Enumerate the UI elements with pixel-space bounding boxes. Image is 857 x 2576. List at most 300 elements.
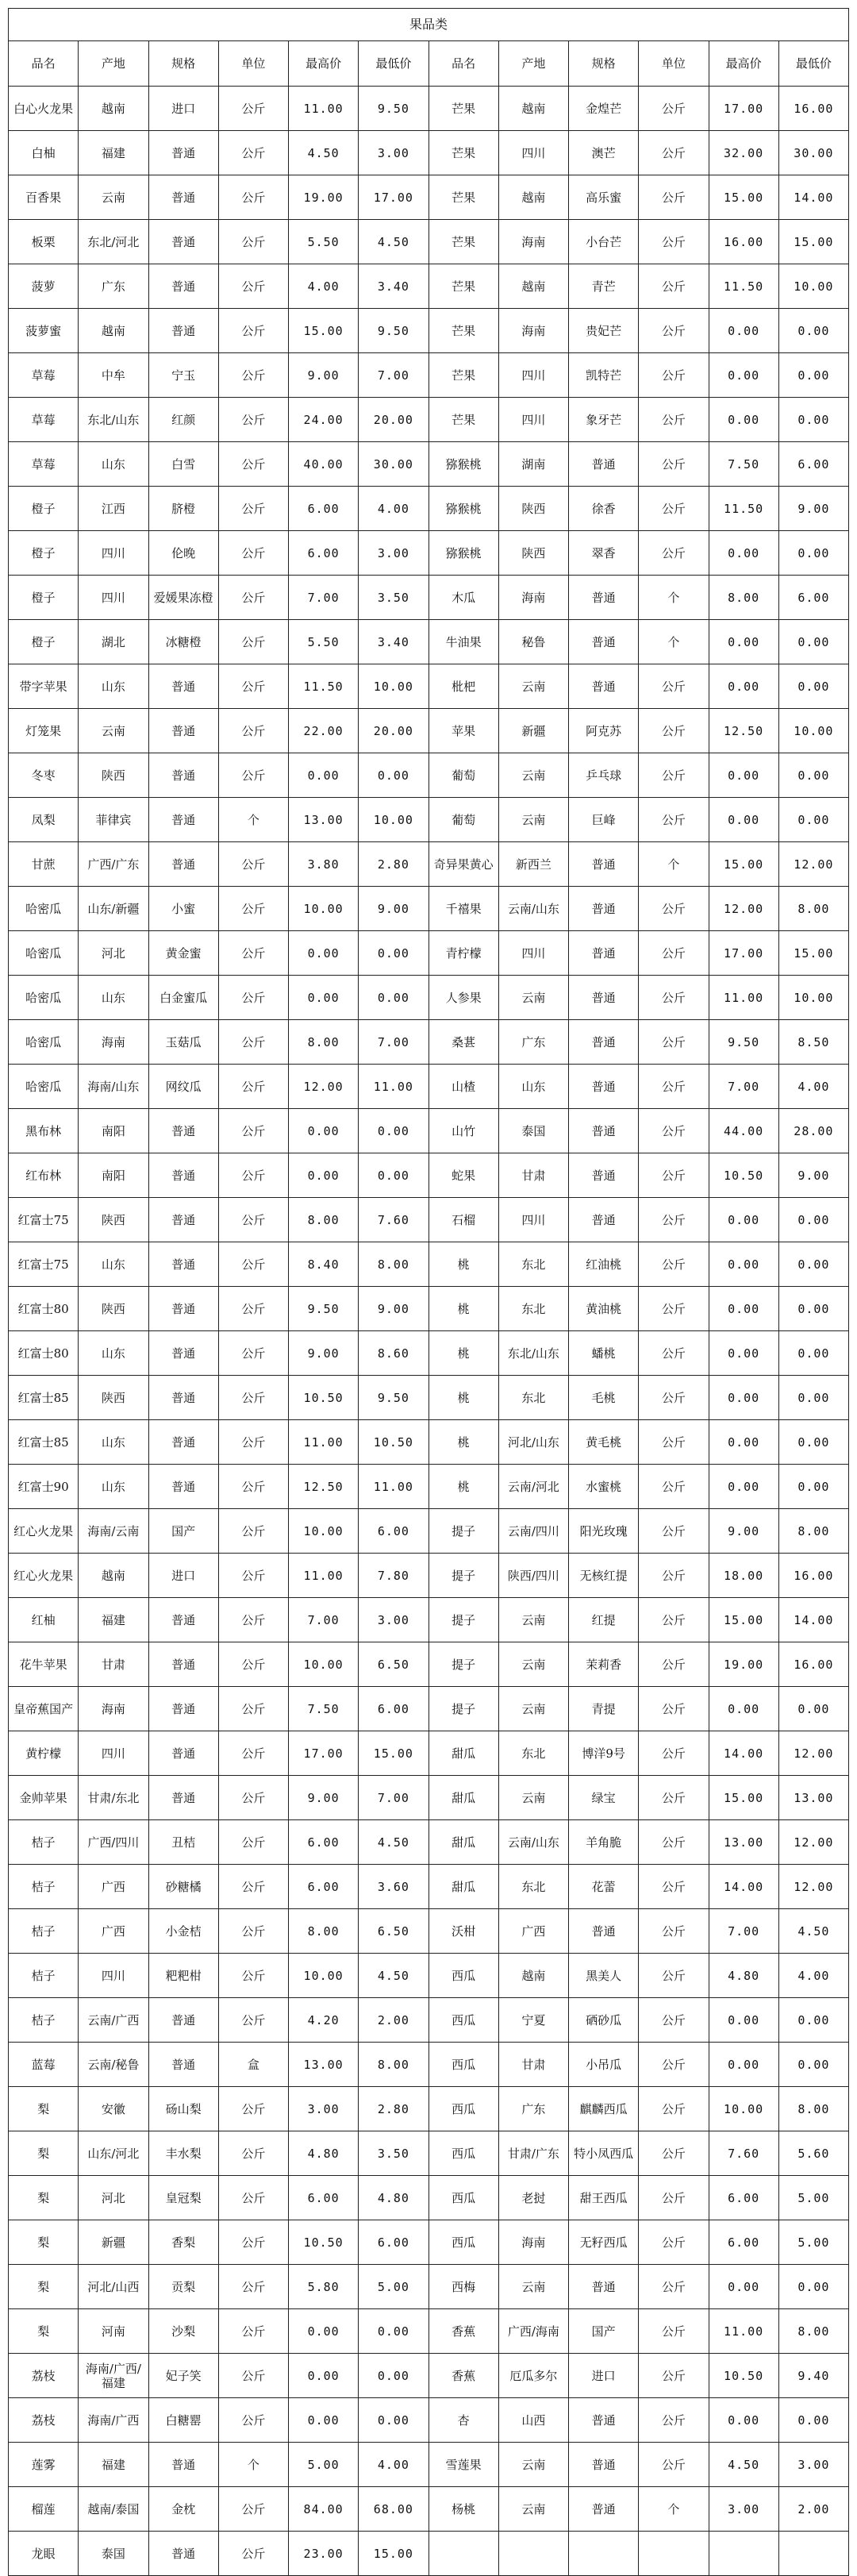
table-row: [9, 1820, 849, 1865]
cell-origin: 四川: [498, 131, 568, 175]
cell-spec: 普通: [569, 2265, 639, 2309]
cell-min-price: 5.00: [778, 2220, 848, 2265]
cell-min-price: 3.00: [359, 131, 428, 175]
table-row: [9, 131, 849, 175]
cell-name: 梨: [9, 2220, 79, 2265]
table-body: [9, 41, 849, 2576]
cell-unit: 公斤: [218, 1331, 288, 1376]
cell-max-price: 10.50: [289, 1376, 359, 1420]
cell-max-price: 3.00: [289, 2087, 359, 2131]
cell-name: 提子: [428, 1554, 498, 1598]
cell-origin: 山东: [79, 442, 148, 487]
cell-name: 苹果: [428, 709, 498, 753]
cell-origin: 云南/山东: [498, 1820, 568, 1865]
cell-origin: 安徽: [79, 2087, 148, 2131]
cell-unit: 公斤: [639, 531, 709, 576]
cell-min-price: 6.50: [359, 1642, 428, 1687]
cell-min-price: 15.00: [778, 931, 848, 976]
cell-max-price: 0.00: [709, 2398, 778, 2443]
cell-max-price: 5.50: [289, 220, 359, 264]
table-row: [9, 1954, 849, 1998]
cell-min-price: 0.00: [359, 931, 428, 976]
cell-origin: 云南/秘鲁: [79, 2043, 148, 2087]
cell-unit: 公斤: [218, 1242, 288, 1287]
cell-origin: 海南: [79, 1687, 148, 1731]
cell-name: 冬枣: [9, 753, 79, 798]
cell-spec: 青提: [569, 1687, 639, 1731]
cell-max-price: 9.50: [709, 1020, 778, 1065]
cell-spec: 普通: [569, 620, 639, 664]
cell-min-price: 0.00: [778, 664, 848, 709]
cell-min-price: 14.00: [778, 1598, 848, 1642]
cell-unit: 公斤: [639, 1731, 709, 1776]
cell-max-price: 44.00: [709, 1109, 778, 1153]
cell-origin: 四川: [79, 531, 148, 576]
cell-spec: 普通: [148, 175, 218, 220]
cell-unit: 公斤: [218, 1109, 288, 1153]
cell-unit: 公斤: [639, 353, 709, 398]
cell-spec: 普通: [148, 1642, 218, 1687]
cell-max-price: 0.00: [709, 1998, 778, 2043]
col-header-origin-2: 产地: [498, 41, 568, 87]
cell-max-price: 12.00: [709, 887, 778, 931]
cell-origin: 南阳: [79, 1153, 148, 1198]
cell-name: 桃: [428, 1465, 498, 1509]
cell-max-price: 11.50: [709, 487, 778, 531]
cell-origin: 越南: [79, 309, 148, 353]
cell-spec: 白金蜜瓜: [148, 976, 218, 1020]
cell-min-price: 6.50: [359, 1909, 428, 1954]
cell-min-price: 3.00: [359, 1598, 428, 1642]
cell-min-price: 30.00: [359, 442, 428, 487]
cell-spec: 国产: [569, 2309, 639, 2354]
cell-spec: 茉莉香: [569, 1642, 639, 1687]
cell-unit: 公斤: [639, 1820, 709, 1865]
cell-unit: 公斤: [218, 1153, 288, 1198]
cell-name: 木瓜: [428, 576, 498, 620]
cell-min-price: 0.00: [778, 2265, 848, 2309]
cell-name: 红富士85: [9, 1376, 79, 1420]
cell-max-price: 12.50: [709, 709, 778, 753]
cell-min-price: 3.50: [359, 576, 428, 620]
cell-name: 哈密瓜: [9, 1020, 79, 1065]
cell-max-price: 15.00: [709, 1776, 778, 1820]
cell-spec: 宁玉: [148, 353, 218, 398]
cell-name: 红富士80: [9, 1287, 79, 1331]
cell-min-price: 0.00: [359, 2354, 428, 2398]
cell-min-price: 3.40: [359, 620, 428, 664]
cell-max-price: 0.00: [289, 2309, 359, 2354]
cell-min-price: 6.00: [778, 442, 848, 487]
cell-max-price: 9.00: [289, 1331, 359, 1376]
table-row: [9, 442, 849, 487]
cell-max-price: 8.00: [289, 1909, 359, 1954]
cell-max-price: 15.00: [289, 309, 359, 353]
cell-name: 梨: [9, 2265, 79, 2309]
table-row: [9, 2087, 849, 2131]
cell-spec: 麒麟西瓜: [569, 2087, 639, 2131]
cell-max-price: 0.00: [709, 353, 778, 398]
cell-spec: 甜王西瓜: [569, 2176, 639, 2220]
cell-unit: 公斤: [218, 709, 288, 753]
cell-spec: 普通: [148, 2532, 218, 2576]
cell-name: 芒果: [428, 264, 498, 309]
cell-spec: 花蕾: [569, 1865, 639, 1909]
cell-min-price: 4.50: [359, 1820, 428, 1865]
cell-max-price: 32.00: [709, 131, 778, 175]
cell-origin: 江西: [79, 487, 148, 531]
cell-name: 红富士80: [9, 1331, 79, 1376]
cell-max-price: 0.00: [709, 1687, 778, 1731]
cell-max-price: 0.00: [289, 976, 359, 1020]
cell-max-price: 17.00: [289, 1731, 359, 1776]
cell-min-price: 9.00: [359, 1287, 428, 1331]
cell-origin: 越南: [498, 87, 568, 131]
table-row: [9, 1598, 849, 1642]
cell-origin: 河北: [79, 2176, 148, 2220]
cell-name: 甜瓜: [428, 1776, 498, 1820]
cell-min-price: 8.60: [359, 1331, 428, 1376]
cell-max-price: 13.00: [289, 798, 359, 842]
table-row: [9, 798, 849, 842]
cell-unit: 公斤: [639, 1465, 709, 1509]
cell-origin: 海南/云南: [79, 1509, 148, 1554]
cell-max-price: 14.00: [709, 1865, 778, 1909]
cell-unit: 公斤: [218, 1820, 288, 1865]
table-row: [9, 487, 849, 531]
table-row: [9, 1420, 849, 1465]
cell-min-price: 2.80: [359, 2087, 428, 2131]
cell-unit: 公斤: [639, 2087, 709, 2131]
cell-spec: 普通: [148, 1376, 218, 1420]
cell-unit: 公斤: [639, 1198, 709, 1242]
cell-min-price: 0.00: [778, 1687, 848, 1731]
cell-origin: 云南: [498, 976, 568, 1020]
cell-min-price: 10.00: [359, 664, 428, 709]
cell-max-price: 11.50: [709, 264, 778, 309]
cell-name: 西瓜: [428, 2220, 498, 2265]
cell-min-price: 15.00: [359, 1731, 428, 1776]
cell-name: 红富士85: [9, 1420, 79, 1465]
cell-origin: 福建: [79, 1598, 148, 1642]
cell-origin: 广西: [498, 1909, 568, 1954]
cell-name: 山楂: [428, 1065, 498, 1109]
table-row: [9, 1109, 849, 1153]
cell-origin: 广东: [498, 1020, 568, 1065]
cell-min-price: 3.60: [359, 1865, 428, 1909]
cell-min-price: 0.00: [778, 620, 848, 664]
cell-spec: 普通: [569, 1109, 639, 1153]
cell-min-price: 8.00: [778, 1509, 848, 1554]
cell-unit: 公斤: [639, 664, 709, 709]
cell-spec: 普通: [569, 842, 639, 887]
cell-spec: 黑美人: [569, 1954, 639, 1998]
cell-max-price: 11.00: [709, 2309, 778, 2354]
cell-max-price: 0.00: [709, 664, 778, 709]
cell-origin: 东北: [498, 1376, 568, 1420]
cell-unit: 公斤: [218, 487, 288, 531]
cell-max-price: 6.00: [289, 531, 359, 576]
cell-name: 红富士75: [9, 1242, 79, 1287]
cell-min-price: 9.00: [778, 1153, 848, 1198]
cell-spec: 玉菇瓜: [148, 1020, 218, 1065]
cell-unit: 公斤: [639, 487, 709, 531]
cell-origin: 山东: [79, 1331, 148, 1376]
cell-min-price: 0.00: [359, 2309, 428, 2354]
cell-spec: 丰水梨: [148, 2131, 218, 2176]
cell-unit: 公斤: [639, 2398, 709, 2443]
cell-spec: 高乐蜜: [569, 175, 639, 220]
cell-origin: 四川: [498, 931, 568, 976]
cell-unit: 公斤: [639, 1687, 709, 1731]
cell-spec: 黄毛桃: [569, 1420, 639, 1465]
cell-max-price: 6.00: [709, 2176, 778, 2220]
table-row: [9, 2532, 849, 2576]
cell-unit: 公斤: [218, 353, 288, 398]
cell-unit: 公斤: [639, 442, 709, 487]
cell-name: 石榴: [428, 1198, 498, 1242]
cell-spec: 普通: [148, 1198, 218, 1242]
cell-min-price: 20.00: [359, 709, 428, 753]
table-row: [9, 576, 849, 620]
cell-spec: 普通: [569, 931, 639, 976]
table-row: [9, 309, 849, 353]
cell-name: 西瓜: [428, 2176, 498, 2220]
cell-name: 牛油果: [428, 620, 498, 664]
cell-unit: [639, 2532, 709, 2576]
cell-unit: 公斤: [218, 309, 288, 353]
cell-name: 菠萝蜜: [9, 309, 79, 353]
cell-min-price: 16.00: [778, 1642, 848, 1687]
cell-origin: 海南: [79, 1020, 148, 1065]
cell-name: 草莓: [9, 398, 79, 442]
cell-min-price: 28.00: [778, 1109, 848, 1153]
cell-unit: 公斤: [218, 1465, 288, 1509]
cell-unit: 公斤: [218, 264, 288, 309]
cell-spec: 青芒: [569, 264, 639, 309]
cell-min-price: 0.00: [778, 1198, 848, 1242]
cell-unit: 公斤: [639, 1998, 709, 2043]
cell-origin: 广东: [79, 264, 148, 309]
table-row: [9, 2487, 849, 2532]
cell-unit: 个: [218, 798, 288, 842]
cell-origin: 山东: [498, 1065, 568, 1109]
cell-min-price: 8.00: [778, 2309, 848, 2354]
cell-spec: 普通: [569, 442, 639, 487]
cell-origin: 东北: [498, 1731, 568, 1776]
cell-max-price: 0.00: [709, 1331, 778, 1376]
cell-spec: 砀山梨: [148, 2087, 218, 2131]
cell-name: 青柠檬: [428, 931, 498, 976]
cell-name: 蛇果: [428, 1153, 498, 1198]
cell-spec: 普通: [148, 1287, 218, 1331]
cell-name: 提子: [428, 1509, 498, 1554]
cell-max-price: 7.00: [289, 576, 359, 620]
cell-unit: 公斤: [639, 1420, 709, 1465]
cell-max-price: 6.00: [709, 2220, 778, 2265]
cell-unit: 公斤: [639, 1554, 709, 1598]
cell-spec: 羊角脆: [569, 1820, 639, 1865]
cell-spec: 普通: [569, 887, 639, 931]
cell-max-price: 0.00: [709, 1465, 778, 1509]
cell-name: 山竹: [428, 1109, 498, 1153]
cell-origin: 四川: [498, 353, 568, 398]
cell-min-price: 4.80: [359, 2176, 428, 2220]
cell-spec: 普通: [569, 1020, 639, 1065]
cell-origin: 新疆: [79, 2220, 148, 2265]
cell-unit: 公斤: [218, 1065, 288, 1109]
cell-max-price: 4.80: [709, 1954, 778, 1998]
cell-unit: 公斤: [639, 2354, 709, 2398]
cell-unit: 公斤: [639, 798, 709, 842]
cell-max-price: 10.00: [289, 887, 359, 931]
table-row: [9, 220, 849, 264]
cell-spec: 巨峰: [569, 798, 639, 842]
cell-name: 黄柠檬: [9, 1731, 79, 1776]
cell-unit: 公斤: [639, 1642, 709, 1687]
cell-name: 桔子: [9, 1865, 79, 1909]
cell-origin: 海南: [498, 309, 568, 353]
table-row: [9, 264, 849, 309]
cell-min-price: 0.00: [778, 753, 848, 798]
cell-min-price: 8.00: [359, 1242, 428, 1287]
cell-spec: 乒乓球: [569, 753, 639, 798]
table-row: [9, 887, 849, 931]
cell-max-price: 4.20: [289, 1998, 359, 2043]
cell-min-price: 0.00: [778, 1287, 848, 1331]
cell-origin: 四川: [79, 1954, 148, 1998]
cell-name: 花牛苹果: [9, 1642, 79, 1687]
table-row: [9, 87, 849, 131]
cell-min-price: 7.60: [359, 1198, 428, 1242]
cell-min-price: 0.00: [359, 1109, 428, 1153]
cell-origin: 东北: [498, 1287, 568, 1331]
col-header-unit: 单位: [218, 41, 288, 87]
cell-name: 凤梨: [9, 798, 79, 842]
table-row: [9, 398, 849, 442]
cell-name: 白柚: [9, 131, 79, 175]
cell-origin: 厄瓜多尔: [498, 2354, 568, 2398]
cell-max-price: 0.00: [709, 1287, 778, 1331]
cell-max-price: 10.50: [709, 1153, 778, 1198]
cell-spec: 小金桔: [148, 1909, 218, 1954]
cell-min-price: 15.00: [778, 220, 848, 264]
cell-name: 桃: [428, 1242, 498, 1287]
cell-unit: 公斤: [639, 1776, 709, 1820]
cell-max-price: 9.00: [709, 1509, 778, 1554]
cell-name: 杏: [428, 2398, 498, 2443]
cell-spec: 蟠桃: [569, 1331, 639, 1376]
cell-min-price: 9.40: [778, 2354, 848, 2398]
cell-spec: 普通: [148, 1242, 218, 1287]
cell-max-price: 7.00: [289, 1598, 359, 1642]
cell-spec: 凯特芒: [569, 353, 639, 398]
cell-spec: 红提: [569, 1598, 639, 1642]
cell-unit: 公斤: [218, 664, 288, 709]
cell-origin: 广西/四川: [79, 1820, 148, 1865]
cell-max-price: 4.00: [289, 264, 359, 309]
cell-origin: 山东/新疆: [79, 887, 148, 931]
cell-name: 千禧果: [428, 887, 498, 931]
table-row: [9, 1376, 849, 1420]
col-header-name: 品名: [9, 41, 79, 87]
cell-name: 菠萝: [9, 264, 79, 309]
cell-origin: 河南: [79, 2309, 148, 2354]
cell-unit: 公斤: [639, 2043, 709, 2087]
table-row: [9, 2443, 849, 2487]
cell-unit: 公斤: [639, 309, 709, 353]
cell-spec: 香梨: [148, 2220, 218, 2265]
cell-unit: 公斤: [218, 220, 288, 264]
cell-name: 黑布林: [9, 1109, 79, 1153]
cell-name: 西瓜: [428, 2087, 498, 2131]
cell-name: 枇杷: [428, 664, 498, 709]
cell-unit: 公斤: [639, 220, 709, 264]
cell-spec: 进口: [148, 1554, 218, 1598]
cell-unit: 公斤: [218, 2354, 288, 2398]
cell-origin: 山东: [79, 664, 148, 709]
cell-min-price: 10.00: [359, 798, 428, 842]
cell-unit: 公斤: [218, 620, 288, 664]
cell-unit: 盒: [218, 2043, 288, 2087]
cell-max-price: 15.00: [709, 842, 778, 887]
cell-origin: 云南: [79, 709, 148, 753]
cell-unit: 公斤: [639, 1065, 709, 1109]
cell-max-price: 0.00: [709, 1198, 778, 1242]
cell-max-price: 10.00: [289, 1954, 359, 1998]
cell-spec: 普通: [569, 2398, 639, 2443]
cell-spec: 粑粑柑: [148, 1954, 218, 1998]
table-row: [9, 1331, 849, 1376]
cell-name: 奇异果黄心: [428, 842, 498, 887]
cell-min-price: 4.00: [778, 1065, 848, 1109]
table-row: [9, 1687, 849, 1731]
cell-unit: 公斤: [218, 1020, 288, 1065]
cell-spec: 妃子笑: [148, 2354, 218, 2398]
cell-origin: 广西/广东: [79, 842, 148, 887]
cell-max-price: 10.50: [289, 2220, 359, 2265]
cell-name: 桃: [428, 1287, 498, 1331]
cell-unit: 个: [218, 2443, 288, 2487]
cell-spec: 贡梨: [148, 2265, 218, 2309]
cell-min-price: 0.00: [778, 1420, 848, 1465]
cell-max-price: 6.00: [289, 1820, 359, 1865]
cell-origin: 海南/广西/福建: [79, 2354, 148, 2398]
cell-max-price: 8.00: [709, 576, 778, 620]
cell-name: [428, 2532, 498, 2576]
cell-min-price: 12.00: [778, 1731, 848, 1776]
cell-name: 白心火龙果: [9, 87, 79, 131]
cell-unit: 公斤: [639, 1909, 709, 1954]
cell-origin: 越南: [79, 1554, 148, 1598]
cell-origin: 泰国: [498, 1109, 568, 1153]
cell-max-price: 11.00: [289, 1420, 359, 1465]
cell-spec: 普通: [148, 2443, 218, 2487]
cell-max-price: 12.00: [289, 1065, 359, 1109]
cell-origin: 甘肃/广东: [498, 2131, 568, 2176]
cell-min-price: 9.00: [359, 887, 428, 931]
cell-name: 梨: [9, 2176, 79, 2220]
cell-min-price: 16.00: [778, 1554, 848, 1598]
cell-name: 桔子: [9, 1820, 79, 1865]
cell-max-price: 0.00: [709, 1242, 778, 1287]
table-row: [9, 2265, 849, 2309]
cell-min-price: 14.00: [778, 175, 848, 220]
cell-unit: 公斤: [639, 1109, 709, 1153]
cell-spec: 阿克苏: [569, 709, 639, 753]
cell-unit: 公斤: [639, 87, 709, 131]
cell-spec: 伦晚: [148, 531, 218, 576]
